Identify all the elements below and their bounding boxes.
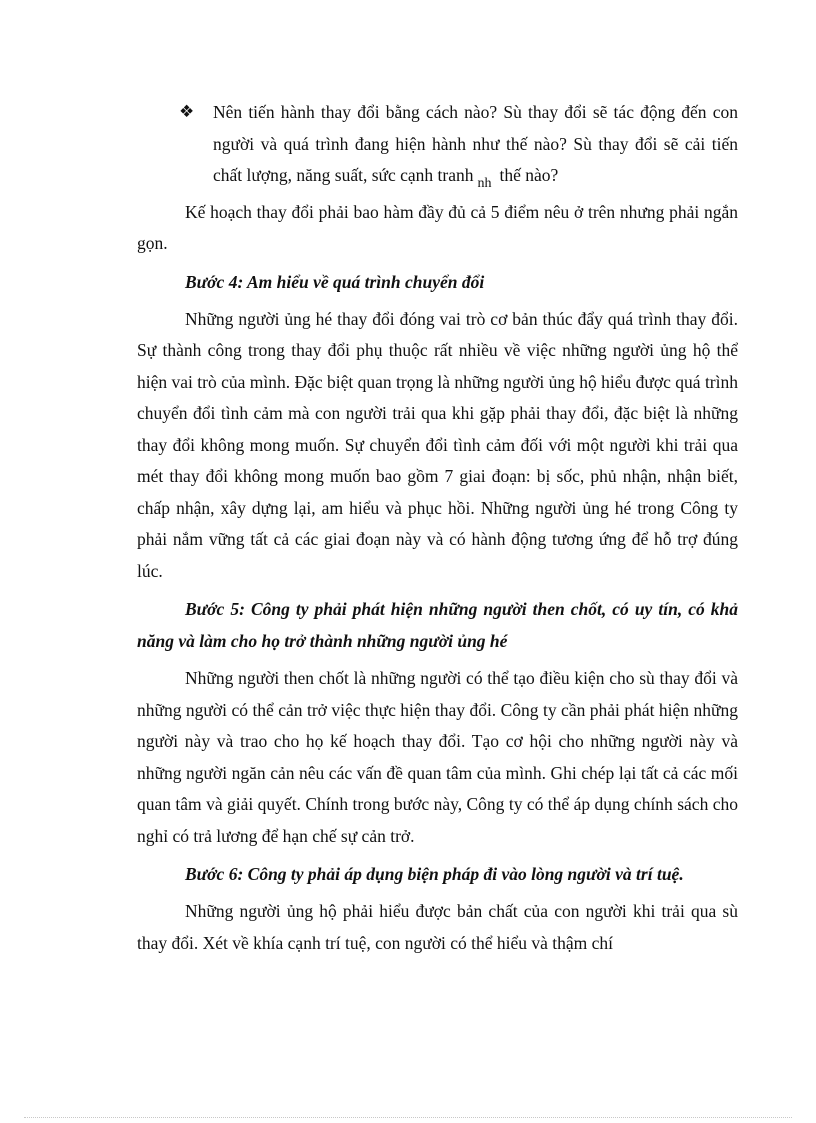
paragraph-step-5: Những người then chốt là những người có thể tạo điều kiện cho sù thay đổi và những người có thể cản trở việc thực hiện thay đổi. Công ty cần phải phát hiện những người này và trao cho họ kế hoạch thay đổi. Tạo cơ hội cho những người này và những người ngăn cản nêu các vấn đề quan tâm của mình. Ghi chép lại tất cả các mối quan tâm và giải quyết. Chính trong bước này, Công ty có thể áp dụng chính sách cho nghỉ có trả lương để hạn chế sự cản trở. bbox=[137, 668, 738, 846]
document-body bbox=[137, 97, 738, 959]
heading-step-6: Bước 6: Công ty phải áp dụng biện pháp đi vào lòng người và trí tuệ. bbox=[185, 864, 684, 884]
paragraph-plan: Kế hoạch thay đổi phải bao hàm đầy đủ cả 5 điểm nêu ở trên nhưng phải ngắn gọn. bbox=[137, 201, 738, 253]
bullet-item bbox=[137, 97, 738, 194]
diamond-bullet-icon: ❖ bbox=[179, 102, 195, 122]
bullet-text bbox=[213, 97, 738, 194]
bullet-subscript-nh: nh bbox=[477, 176, 492, 191]
heading-step-5: Bước 5: Công ty phải phát hiện những người then chốt, có uy tín, có khả năng và làm cho họ trở thành những người ủng hé bbox=[137, 599, 738, 651]
bullet-text-end: thế nào? bbox=[499, 165, 559, 185]
page-bottom-divider bbox=[24, 1117, 792, 1118]
paragraph-step-6: Những người ủng hộ phải hiểu được bản chất của con người khi trải qua sù thay đổi. Xét về khía cạnh trí tuệ, con người có thể hiểu và thậm chí bbox=[137, 901, 738, 953]
bullet-text-main: Nên tiến hành thay đổi bằng cách nào? Sù thay đổi sẽ tác động đến con người và quá trình đang hiện hành như thế nào? Sù thay đổi sẽ cải tiến chất lượng, năng suất, sức cạnh tranh bbox=[213, 102, 738, 185]
heading-step-4: Bước 4: Am hiểu về quá trình chuyển đổi bbox=[185, 271, 485, 292]
paragraph-step-4: Những người ủng hé thay đổi đóng vai trò cơ bản thúc đẩy quá trình thay đổi. Sự thành công trong thay đổi phụ thuộc rất nhiều về việc những người ủng hộ thể hiện vai trò của mình. Đặc biệt quan trọng là những người ủng hộ hiểu được quá trình chuyển đổi tình cảm mà con người trải qua khi gặp phải thay đổi, đặc biệt là những thay đổi không mong muốn. Sự chuyển đổi tình cảm đối với một người khi trải qua mét thay đổi không mong muốn bao gồm 7 giai đoạn: bị sốc, phủ nhận, nhận biết, chấp nhận, xây dựng lại, am hiểu và phục hồi. Những người ủng hé trong Công ty phải nắm vững tất cả các giai đoạn này và có hành động tương ứng để hỗ trợ đúng lúc. bbox=[137, 308, 738, 581]
